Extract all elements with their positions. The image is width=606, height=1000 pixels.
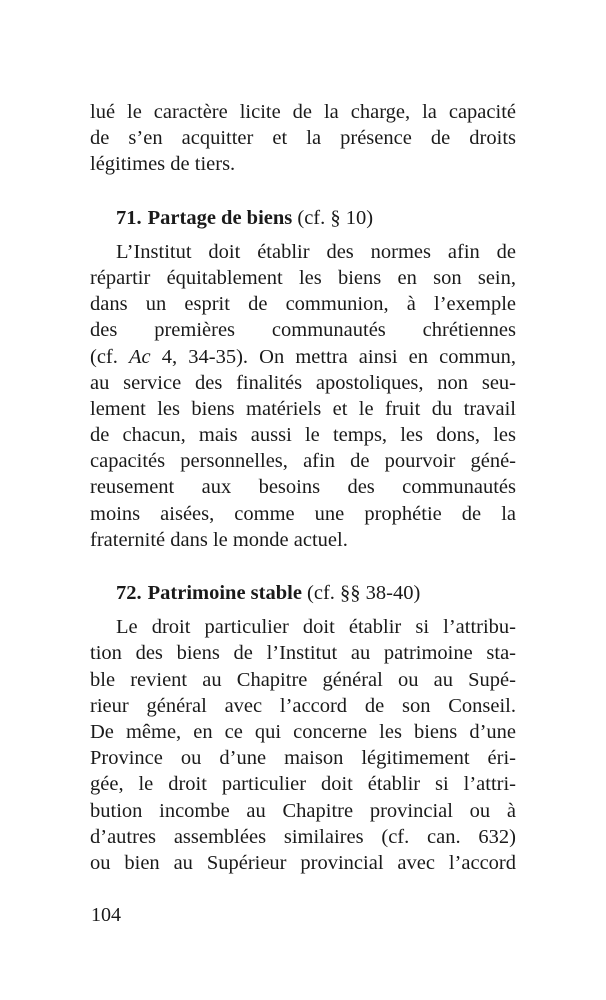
section-title: Partage de biens xyxy=(147,206,293,229)
text-line: dans un esprit de communion, à l’exemple xyxy=(90,293,516,316)
text-line: d’autres assemblées similaires (cf. can. 632) xyxy=(90,825,516,848)
section-72-paragraph xyxy=(90,614,516,876)
intro-paragraph xyxy=(90,99,516,178)
text-line: lement les biens matériels et le fruit du travail xyxy=(90,397,516,420)
section-title: Patrimoine stable xyxy=(147,582,302,604)
section-reference: (cf. § 10) xyxy=(297,206,374,229)
section-number: 72. xyxy=(116,582,142,604)
text-line: ble revient au Chapitre général ou au Supé- xyxy=(90,668,516,691)
text-line: de s’en acquitter et la présence de droits xyxy=(90,127,516,150)
text-line: au service des finalités apostoliques, non seu- xyxy=(90,371,516,394)
text-line: moins aisées, comme une prophétie de la xyxy=(90,502,516,525)
text-line: Le droit particulier doit établir si l’attribu- xyxy=(116,616,516,639)
section-71-heading xyxy=(90,205,516,231)
text-line: reusement aux besoins des communautés xyxy=(90,476,516,499)
text-line: légitimes de tiers. xyxy=(90,153,236,176)
page-number: 104 xyxy=(91,904,121,926)
text-line: gée, le droit particulier doit établir si l’attri- xyxy=(90,773,516,796)
text-line: de chacun, mais aussi le temps, les dons, les xyxy=(90,424,516,447)
text-line-with-citation: (cf. Ac 4, 34-35). On mettra ainsi en commun, xyxy=(90,345,516,368)
text-line: fraternité dans le monde actuel. xyxy=(90,528,348,551)
page-body xyxy=(90,99,516,876)
section-number: 71. xyxy=(116,206,142,229)
text-line: L’Institut doit établir des normes afin de xyxy=(116,240,516,263)
text-line: De même, en ce qui concerne les biens d’une xyxy=(90,720,516,743)
text-line: bution incombe au Chapitre provincial ou à xyxy=(90,799,516,822)
section-71-paragraph xyxy=(90,239,516,553)
section-72-heading xyxy=(90,580,516,606)
text-line: capacités personnelles, afin de pourvoir géné- xyxy=(90,450,516,473)
scripture-abbrev: Ac xyxy=(129,345,151,368)
text-line: répartir équitablement les biens en son sein, xyxy=(90,266,516,289)
text-line: lué le caractère licite de la charge, la capacité xyxy=(90,101,516,123)
text-line: tion des biens de l’Institut au patrimoine sta- xyxy=(90,642,516,665)
text-line: des premières communautés chrétiennes xyxy=(90,319,516,342)
text-line: rieur général avec l’accord de son Conseil. xyxy=(90,694,516,717)
section-reference: (cf. §§ 38-40) xyxy=(307,582,421,604)
text-line: Province ou d’une maison légitimement éri- xyxy=(90,747,516,770)
text-line: ou bien au Supérieur provincial avec l’accord xyxy=(90,851,516,874)
